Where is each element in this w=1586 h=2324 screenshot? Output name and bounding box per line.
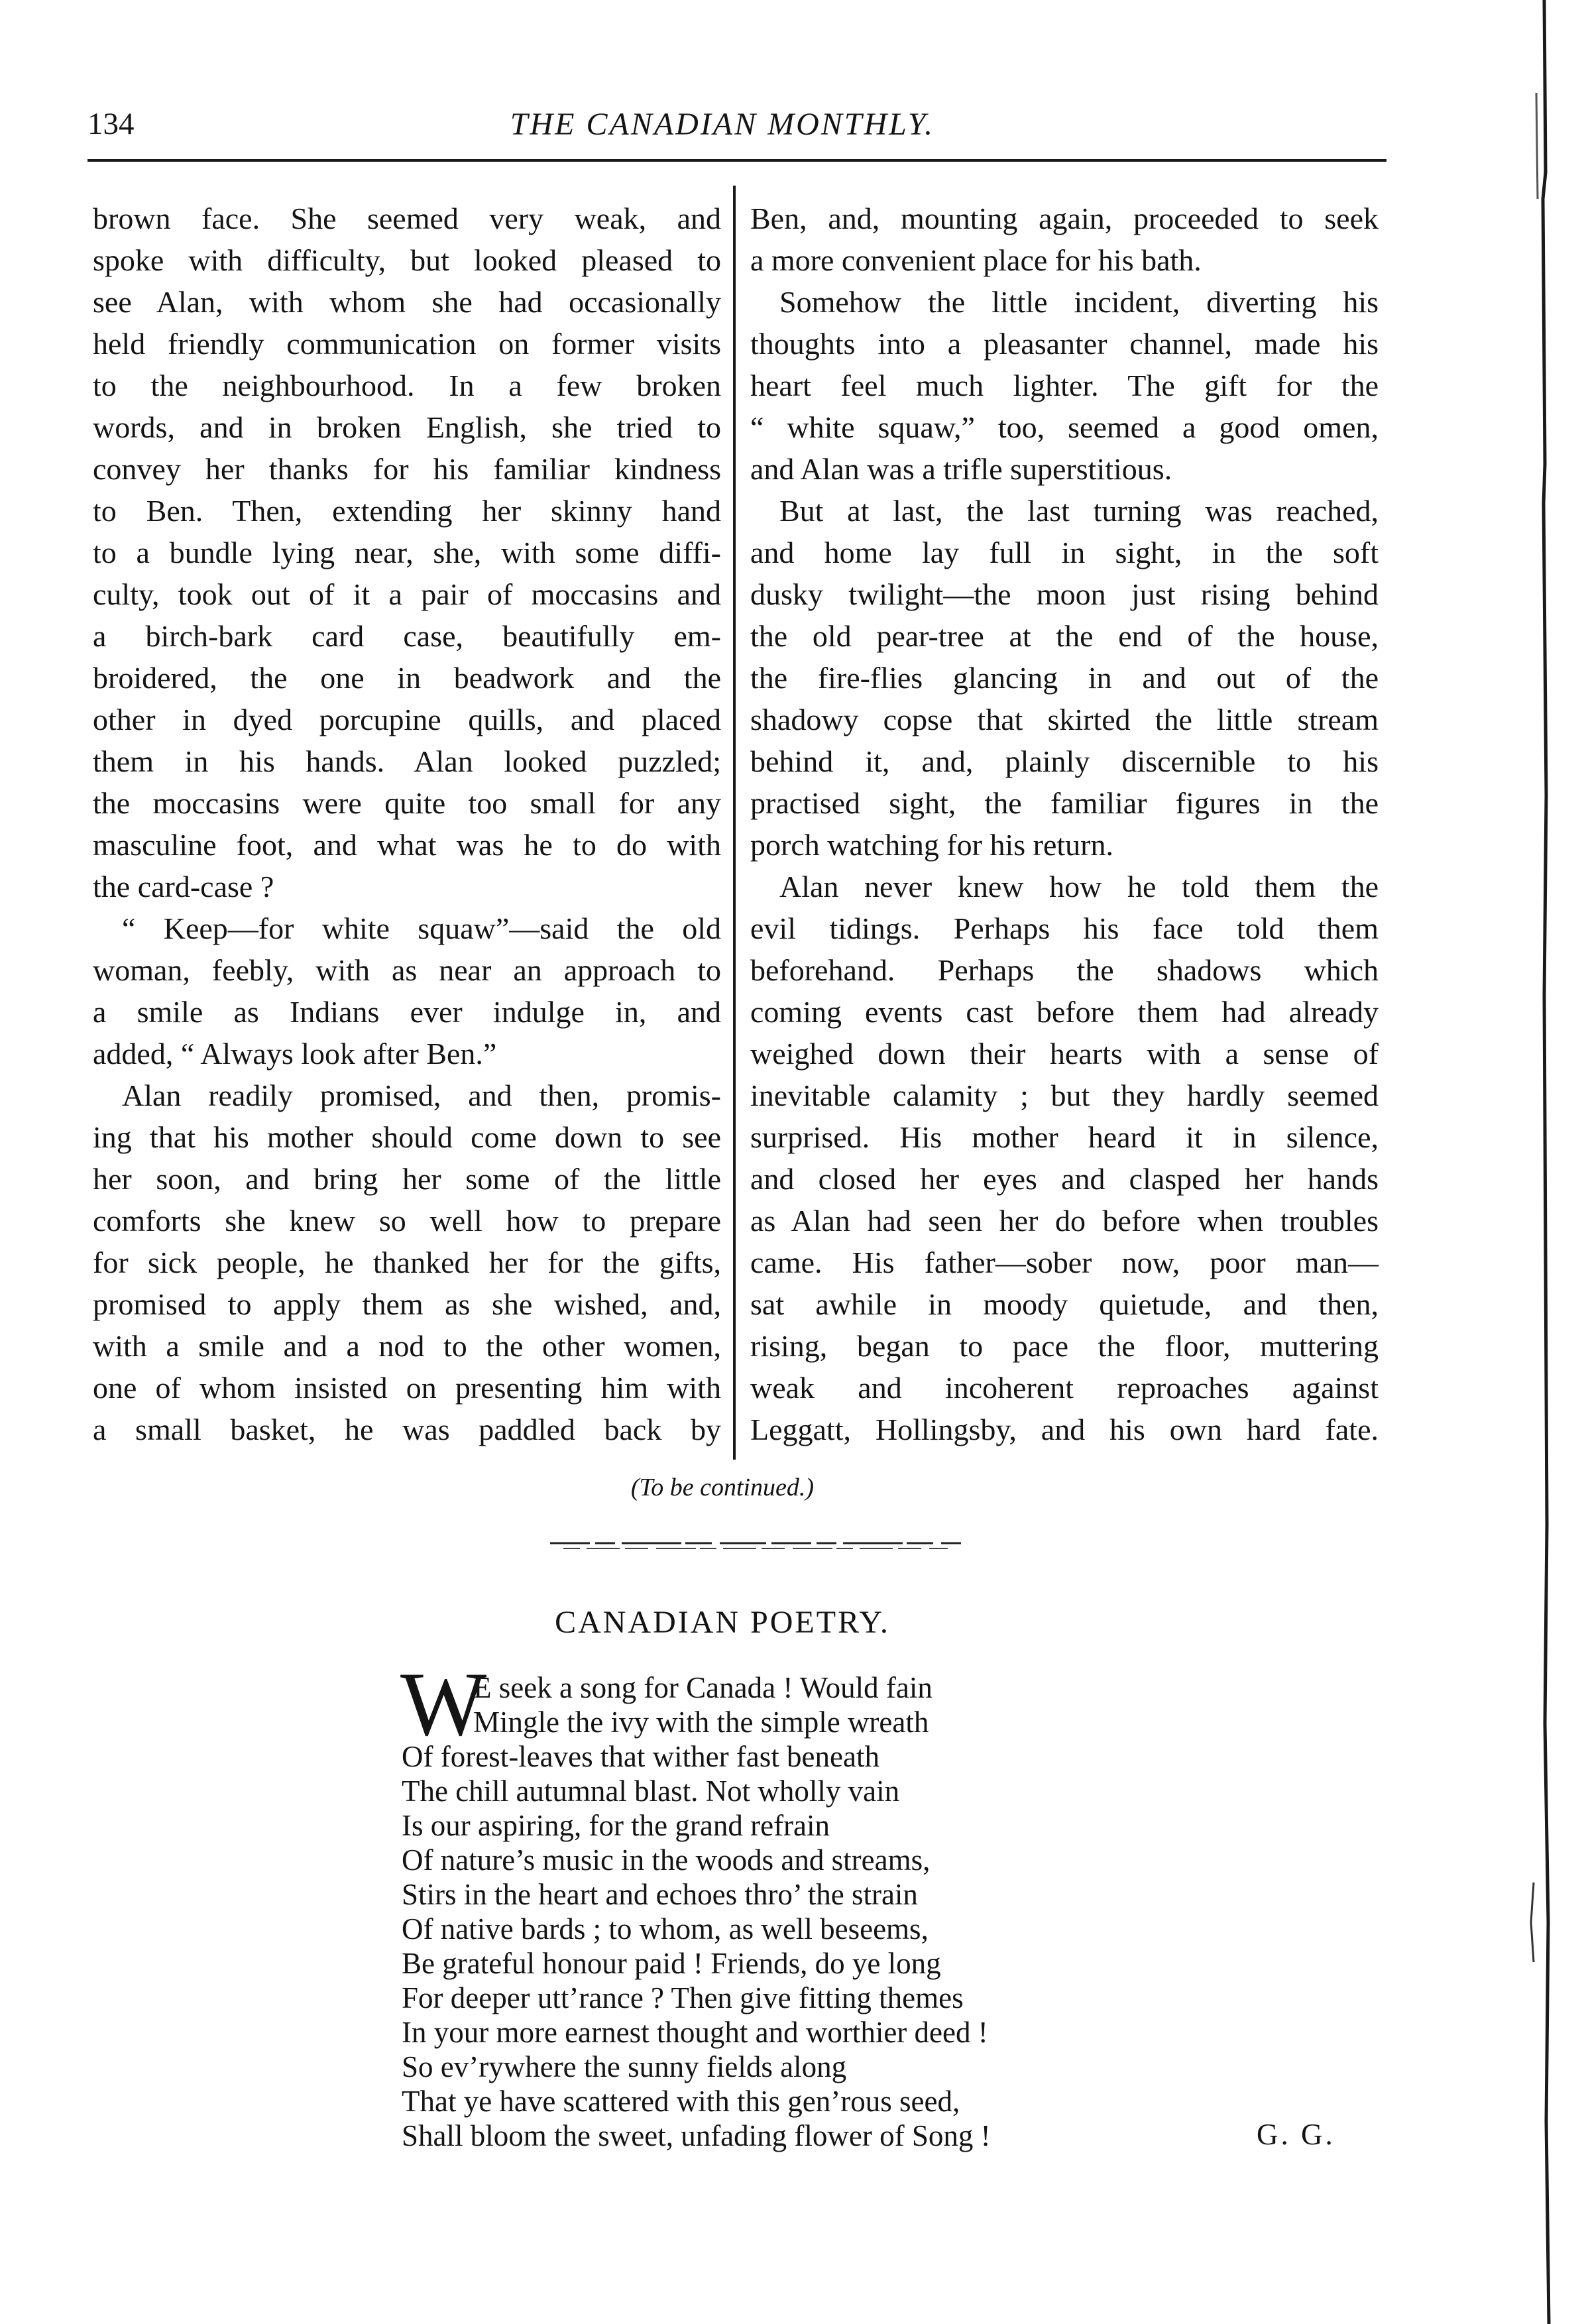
ornamental-divider bbox=[550, 1538, 961, 1552]
poem-line: That ye have scattered with this gen’rous seed, bbox=[402, 2085, 960, 2118]
text-line: rising, began to pace the floor, muttering bbox=[750, 1329, 1379, 1363]
text-line: and home lay full in sight, in the soft bbox=[750, 536, 1379, 569]
text-line: culty, took out of it a pair of moccasins and bbox=[93, 577, 721, 611]
poem-line: Be grateful honour paid ! Friends, do ye long bbox=[402, 1947, 941, 1980]
text-line: heart feel much lighter. The gift for the bbox=[750, 369, 1379, 402]
text-line: one of whom insisted on presenting him with bbox=[93, 1371, 721, 1405]
text-line: inevitable calamity ; but they hardly seemed bbox=[750, 1078, 1379, 1112]
poem-line: So ev’rywhere the sunny fields along bbox=[402, 2050, 847, 2083]
text-line: surprised. His mother heard it in silence, bbox=[750, 1120, 1379, 1154]
drop-cap: W bbox=[400, 1653, 487, 1755]
poem-title: CANADIAN POETRY. bbox=[555, 1605, 890, 1640]
poem-line: For deeper utt’rance ? Then give fitting themes bbox=[402, 1981, 964, 2014]
poem-line: Of nature’s music in the woods and streams, bbox=[402, 1843, 931, 1877]
text-line: convey her thanks for his familiar kindness bbox=[93, 452, 721, 486]
text-line: and closed her eyes and clasped her hands bbox=[750, 1162, 1379, 1196]
text-line: Leggatt, Hollingsby, and his own hard fate. bbox=[750, 1413, 1379, 1446]
text-line: with a smile and a nod to the other women, bbox=[93, 1329, 721, 1363]
poem-line: Is our aspiring, for the grand refrain bbox=[402, 1809, 830, 1842]
text-line: words, and in broken English, she tried to bbox=[93, 410, 721, 444]
text-line: to the neighbourhood. In a few broken bbox=[93, 369, 721, 402]
text-line: masculine foot, and what was he to do with bbox=[93, 828, 721, 862]
text-line: “ Keep—for white squaw”—said the old bbox=[122, 911, 721, 945]
text-line: and Alan was a trifle superstitious. bbox=[750, 452, 1172, 486]
right-column bbox=[750, 198, 1379, 1450]
to-be-continued: (To be continued.) bbox=[630, 1474, 815, 1501]
poem-line: Shall bloom the sweet, unfading flower of Song ! bbox=[402, 2119, 991, 2152]
text-line: sat awhile in moody quietude, and then, bbox=[750, 1287, 1379, 1321]
text-line: Alan never knew how he told them the bbox=[779, 870, 1379, 903]
poem-line: Mingle the ivy with the simple wreath bbox=[473, 1706, 929, 1739]
text-line: to a bundle lying near, she, with some diffi- bbox=[93, 536, 721, 569]
text-line: ing that his mother should come down to see bbox=[93, 1120, 721, 1154]
text-line: them in his hands. Alan looked puzzled; bbox=[93, 744, 721, 778]
text-line: a small basket, he was paddled back by bbox=[93, 1413, 721, 1446]
poem-signature: G. G. bbox=[1257, 2118, 1335, 2151]
text-line: Ben, and, mounting again, proceeded to seek bbox=[750, 202, 1379, 235]
poem-line: E seek a song for Canada ! Would fain bbox=[473, 1671, 933, 1704]
text-line: Alan readily promised, and then, promis- bbox=[122, 1078, 721, 1112]
text-line: weighed down their hearts with a sense of bbox=[750, 1037, 1379, 1071]
text-line: other in dyed porcupine quills, and placed bbox=[93, 703, 721, 736]
text-line: weak and incoherent reproaches against bbox=[750, 1371, 1379, 1405]
poem-line: Stirs in the heart and echoes thro’ the strain bbox=[402, 1878, 918, 1911]
running-title: THE CANADIAN MONTHLY. bbox=[510, 107, 935, 142]
poem-line: Of forest-leaves that wither fast beneath bbox=[402, 1740, 879, 1773]
poem-body bbox=[402, 1670, 1383, 2153]
text-line: the fire-flies glancing in and out of the bbox=[750, 661, 1379, 695]
text-line: a smile as Indians ever indulge in, and bbox=[93, 995, 721, 1029]
poem-line: The chill autumnal blast. Not wholly vain bbox=[402, 1774, 900, 1808]
left-column bbox=[93, 198, 721, 1450]
text-line: But at last, the last turning was reached, bbox=[779, 494, 1379, 528]
text-line: a more convenient place for his bath. bbox=[750, 243, 1202, 277]
text-line: held friendly communication on former visits bbox=[93, 327, 721, 361]
text-line: coming events cast before them had already bbox=[750, 995, 1379, 1029]
text-line: for sick people, he thanked her for the gifts, bbox=[93, 1246, 721, 1279]
poem-line: Of native bards ; to whom, as well beseems, bbox=[402, 1912, 929, 1946]
text-line: as Alan had seen her do before when troubles bbox=[750, 1204, 1379, 1238]
text-line: her soon, and bring her some of the little bbox=[93, 1162, 721, 1196]
text-line: to Ben. Then, extending her skinny hand bbox=[93, 494, 721, 528]
text-line: beforehand. Perhaps the shadows which bbox=[750, 953, 1379, 987]
text-line: woman, feebly, with as near an approach to bbox=[93, 953, 721, 987]
text-line: evil tidings. Perhaps his face told them bbox=[750, 911, 1379, 945]
text-line: Somehow the little incident, diverting his bbox=[779, 285, 1379, 319]
text-line: brown face. She seemed very weak, and bbox=[93, 202, 721, 235]
text-line: dusky twilight—the moon just rising behind bbox=[750, 577, 1379, 611]
text-line: the old pear-tree at the end of the house, bbox=[750, 619, 1379, 653]
text-line: porch watching for his return. bbox=[750, 828, 1114, 862]
text-line: a birch-bark card case, beautifully em- bbox=[93, 619, 721, 653]
text-line: the card-case ? bbox=[93, 870, 274, 903]
header-rule bbox=[87, 159, 1387, 162]
text-line: the moccasins were quite too small for any bbox=[93, 786, 721, 820]
text-line: comforts she knew so well how to prepare bbox=[93, 1204, 721, 1238]
text-line: see Alan, with whom she had occasionally bbox=[93, 285, 721, 319]
text-line: shadowy copse that skirted the little stream bbox=[750, 703, 1379, 736]
text-line: thoughts into a pleasanter channel, made his bbox=[750, 327, 1379, 361]
page-number: 134 bbox=[87, 107, 135, 141]
poem-line: In your more earnest thought and worthier deed ! bbox=[402, 2016, 988, 2049]
text-line: “ white squaw,” too, seemed a good omen, bbox=[750, 410, 1379, 444]
text-line: practised sight, the familiar figures in the bbox=[750, 786, 1379, 820]
text-line: promised to apply them as she wished, and, bbox=[93, 1287, 721, 1321]
text-line: behind it, and, plainly discernible to his bbox=[750, 744, 1379, 778]
text-line: came. His father—sober now, poor man— bbox=[750, 1246, 1379, 1279]
scan-edge-shadow bbox=[1524, 0, 1564, 2324]
text-line: added, “ Always look after Ben.” bbox=[93, 1037, 497, 1071]
text-line: broidered, the one in beadwork and the bbox=[93, 661, 721, 695]
text-line: spoke with difficulty, but looked pleased to bbox=[93, 243, 721, 277]
column-divider bbox=[733, 186, 736, 1460]
